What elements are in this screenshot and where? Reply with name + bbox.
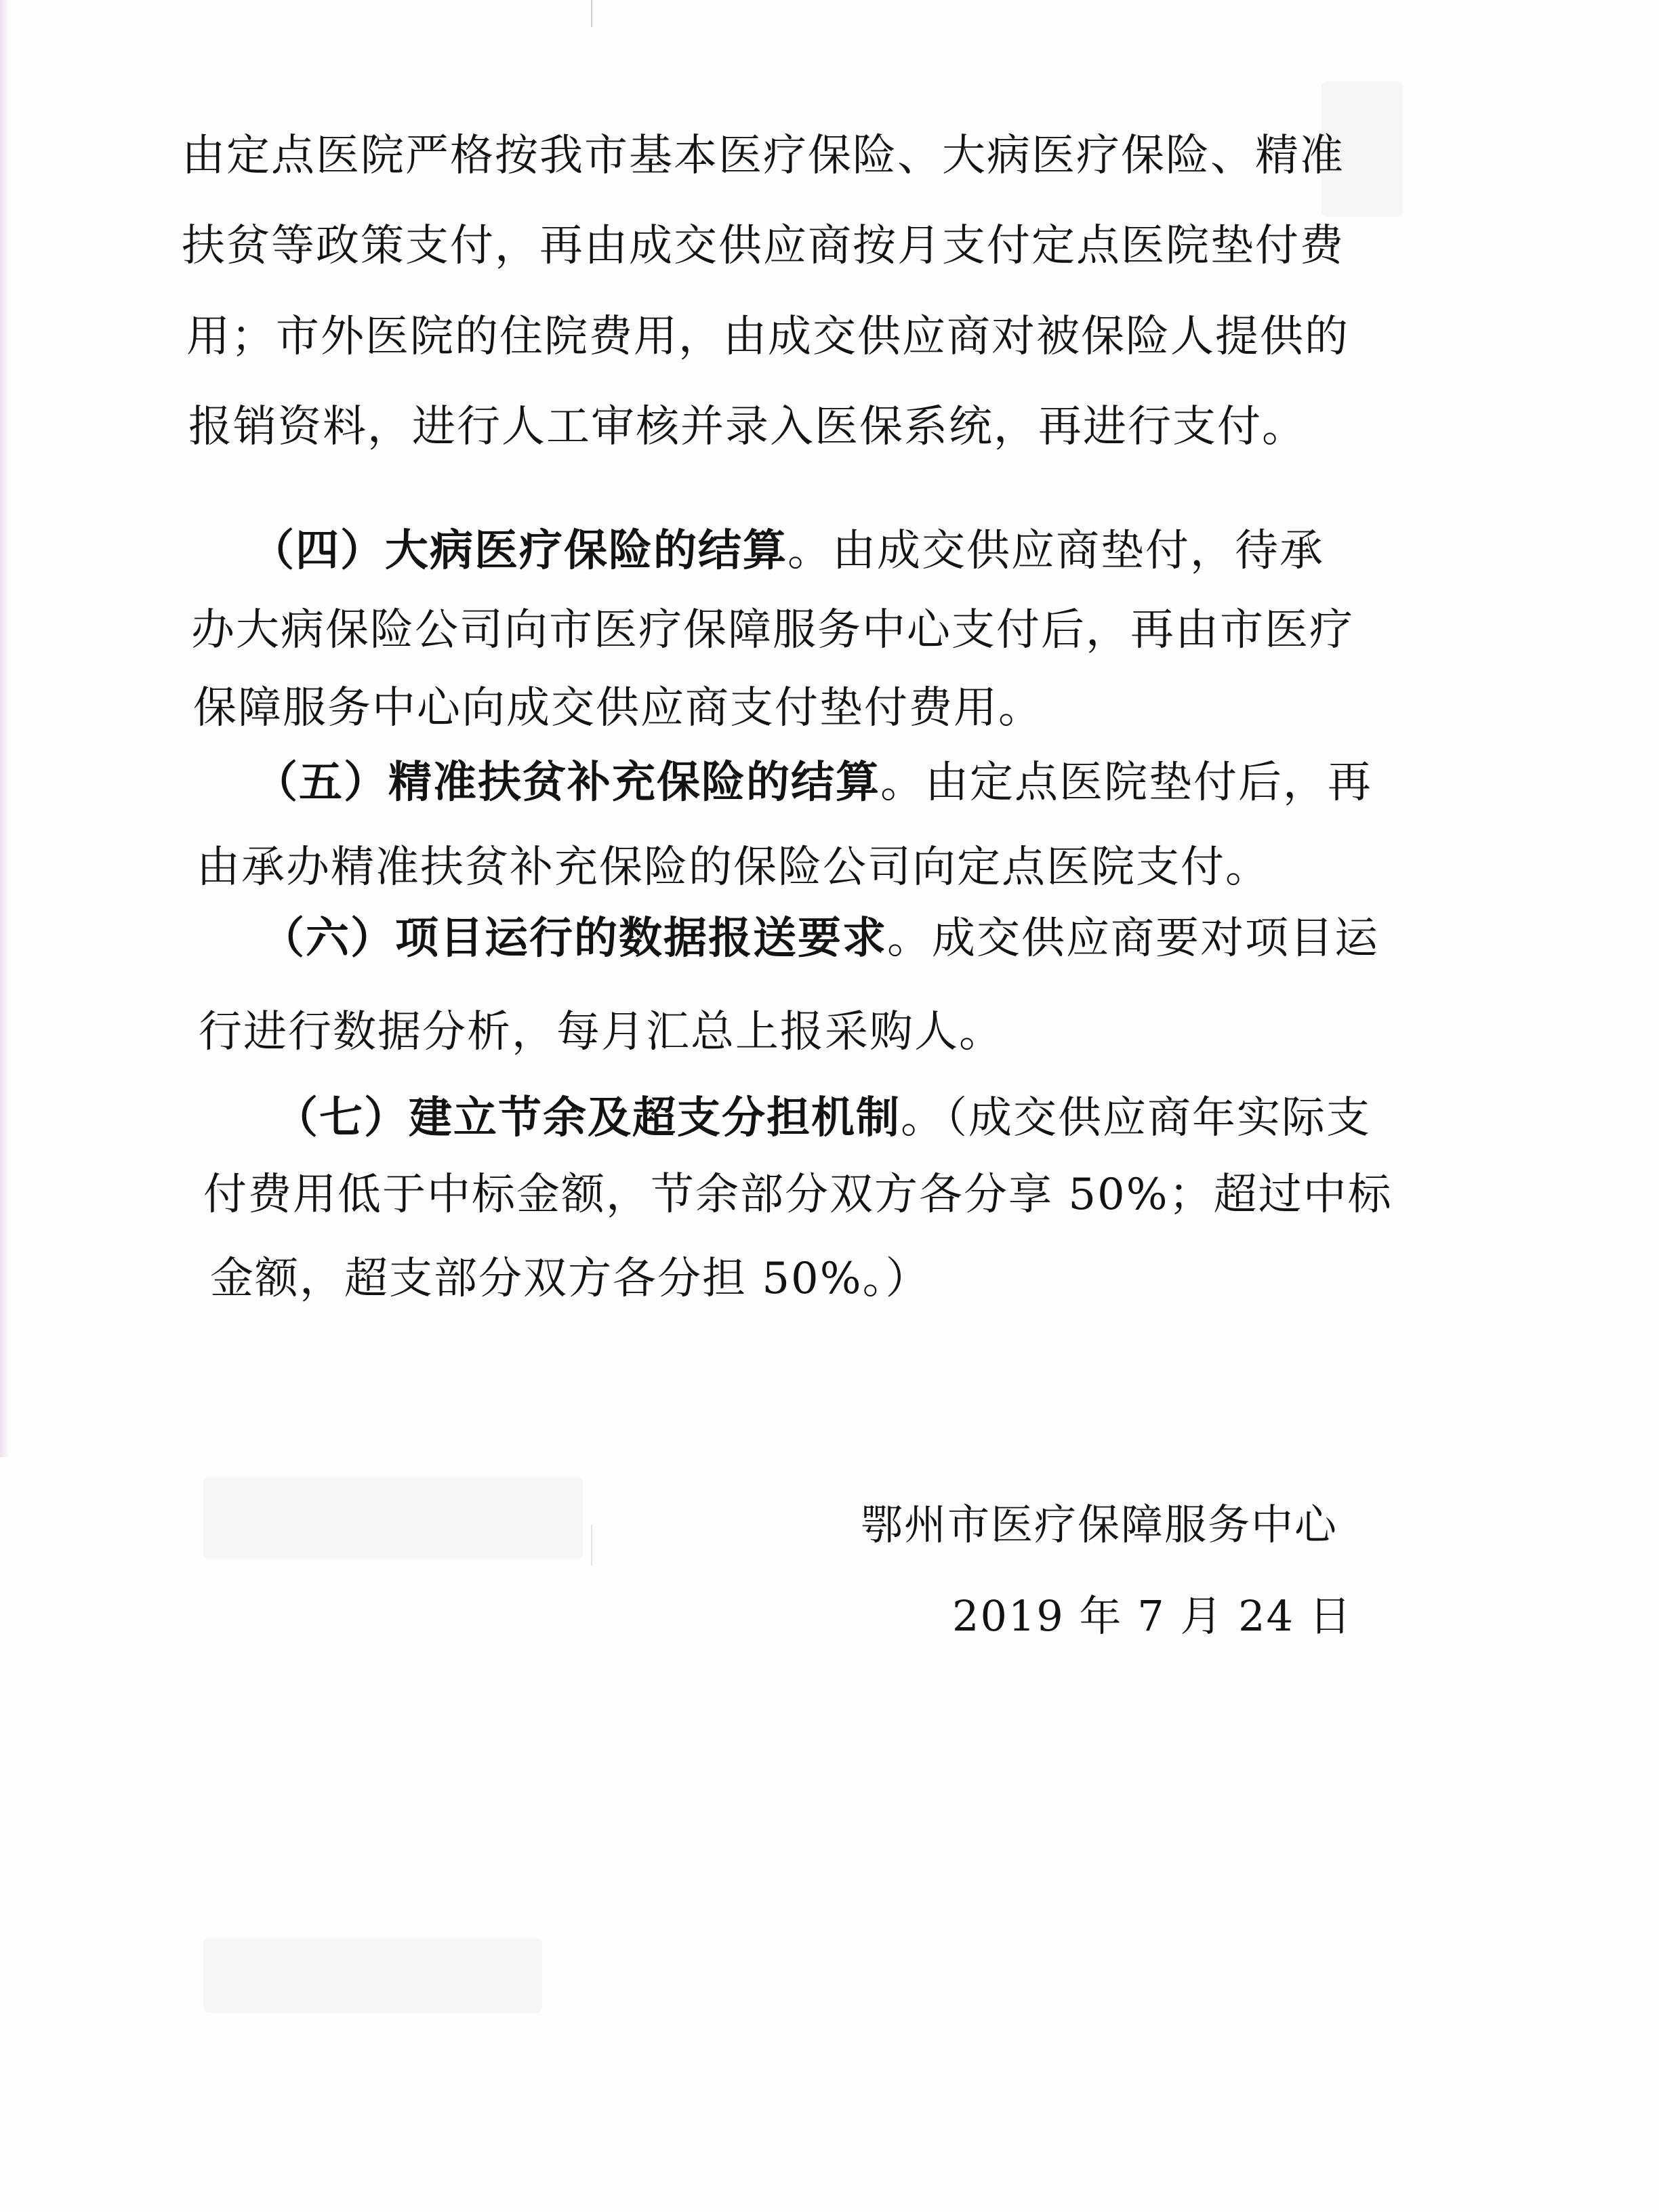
section-5-heading: （五）精准扶贫补充保险的结算 — [254, 757, 880, 808]
scan-edge-artifact — [0, 0, 9, 1457]
section-4-line-2: 办大病保险公司向市医疗保障服务中心支付后，再由市医疗 — [191, 605, 1354, 655]
section-5-line-2: 由承办精准扶贫补充保险的保险公司向定点医院支付。 — [197, 842, 1270, 893]
section-6-heading: （六）项目运行的数据报送要求 — [261, 913, 887, 964]
signature-organization: 鄂州市医疗保障服务中心 — [861, 1500, 1338, 1549]
section-6-text: 。成交供应商要对项目运 — [887, 914, 1379, 964]
section-4-heading: （四）大病医疗保险的结算 — [251, 525, 787, 576]
section-5-text: 。由定点医院垫付后，再 — [880, 758, 1372, 808]
section-7-line-2: 付费用低于中标金额，节余部分双方各分享 50%；超过中标 — [203, 1170, 1393, 1220]
section-7-line-3: 金额，超支部分双方各分担 50%。） — [210, 1254, 930, 1304]
body-line-4: 报销资料，进行人工审核并录入医保系统，再进行支付。 — [188, 402, 1307, 452]
section-6-line-1 — [261, 908, 1379, 969]
scan-fold-mark-mid — [591, 1525, 592, 1565]
section-7-heading: （七）建立节余及超支分担机制 — [274, 1092, 901, 1143]
section-7-line-1 — [274, 1088, 1371, 1149]
section-6-line-2: 行进行数据分析，每月汇总上报采购人。 — [199, 1007, 1004, 1057]
scan-fold-mark-top — [591, 0, 592, 27]
body-line-3: 用；市外医院的住院费用，由成交供应商对被保险人提供的 — [186, 312, 1349, 362]
scan-bleed-through — [203, 1477, 583, 1559]
section-4-line-3: 保障服务中心向成交供应商支付垫付费用。 — [193, 683, 1043, 733]
body-line-2: 扶贫等政策支付，再由成交供应商按月支付定点医院垫付费 — [182, 221, 1345, 271]
section-4-line-1 — [251, 520, 1324, 581]
scan-bleed-through — [203, 1938, 542, 2013]
section-4-text: 。由成交供应商垫付，待承 — [787, 526, 1324, 576]
section-5-line-1 — [254, 752, 1372, 813]
body-line-1: 由定点医院严格按我市基本医疗保险、大病医疗保险、精准 — [182, 131, 1345, 181]
section-7-text: 。（成交供应商年实际支 — [901, 1093, 1371, 1143]
signature-date: 2019 年 7 月 24 日 — [952, 1591, 1353, 1641]
